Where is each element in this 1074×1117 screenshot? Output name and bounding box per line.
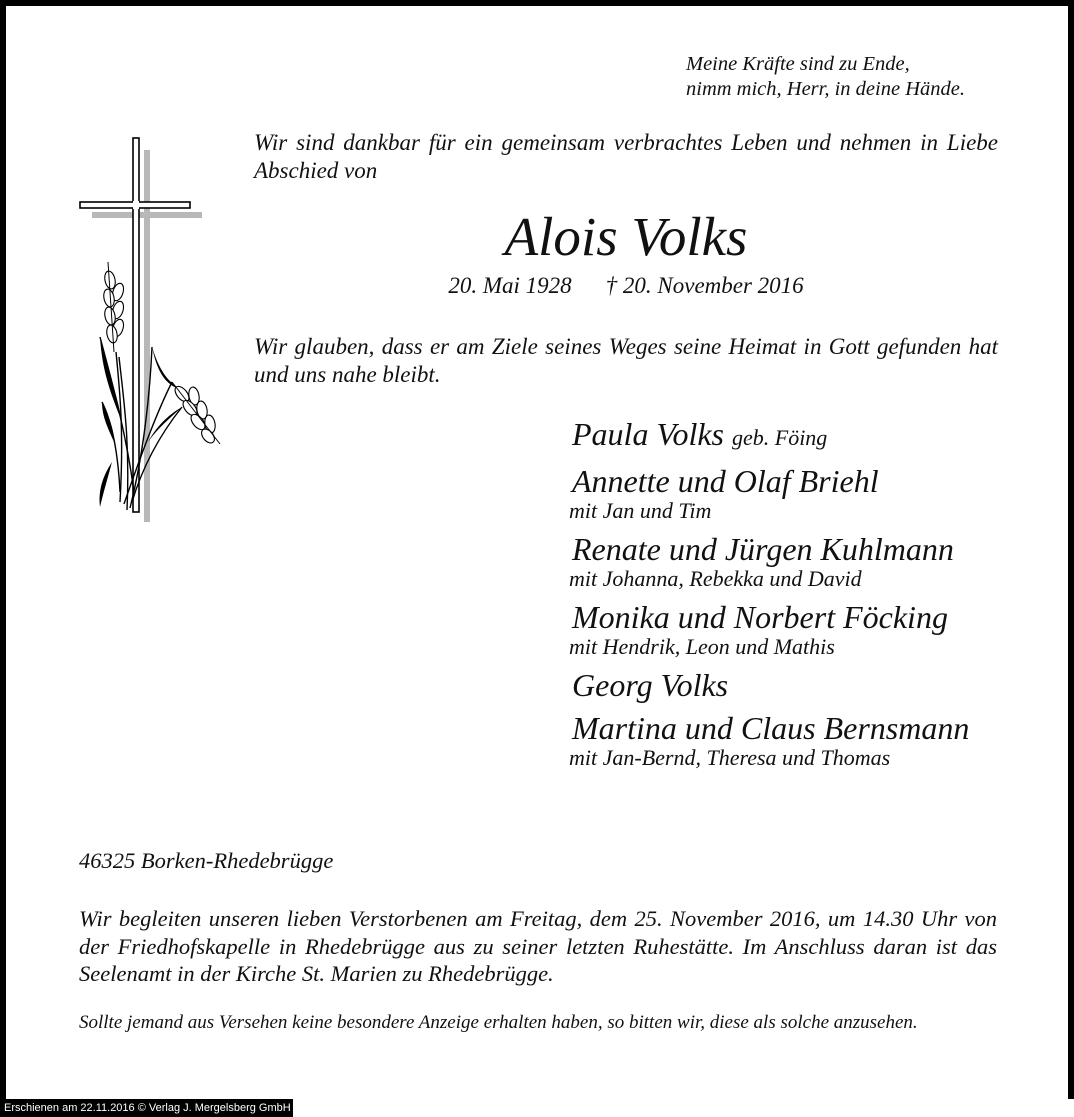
mourner-suffix: geb. Föing	[731, 425, 828, 450]
motto	[686, 52, 965, 101]
mourner-children: mit Jan-Bernd, Theresa und Thomas	[569, 745, 891, 770]
mourner-entry	[569, 463, 1012, 524]
belief-text: Wir glauben, dass er am Ziele seines Weges seine Heimat in Gott gefunden hat und uns nahe bleibt.	[254, 334, 998, 387]
mourner-name: Annette und Olaf Briehl	[572, 463, 879, 499]
publication-footer: Erschienen am 22.11.2016 © Verlag J. Mergelsberg GmbH	[0, 1099, 293, 1117]
motto-line-1: Meine Kräfte sind zu Ende,	[686, 53, 910, 75]
address: 46325 Borken-Rhedebrügge	[79, 848, 334, 873]
cross-with-wheat-icon	[72, 132, 232, 532]
mourner-children: mit Johanna, Rebekka und David	[569, 566, 862, 591]
mourner-entry	[569, 599, 1012, 660]
mourner-name: Monika und Norbert Föcking	[572, 599, 948, 635]
mourner-entry	[572, 416, 1012, 456]
life-dates	[254, 272, 998, 300]
mourners-list	[569, 416, 1012, 778]
closing-note: Sollte jemand aus Versehen keine besondere Anzeige erhalten haben, so bitten wir, diese als solche anzusehen.	[79, 1012, 918, 1033]
mourner-entry	[572, 667, 1012, 703]
birth-date: 20. Mai 1928	[448, 273, 572, 298]
mourner-name: Georg Volks	[572, 667, 729, 703]
death-date: † 20. November 2016	[605, 273, 804, 298]
motto-line-2: nimm mich, Herr, in deine Hände.	[686, 77, 965, 100]
mourner-name: Martina und Claus Bernsmann	[572, 710, 970, 746]
mourner-name: Paula Volks	[572, 416, 724, 452]
deceased-name: Alois Volks	[504, 206, 748, 267]
mourner-children: mit Hendrik, Leon und Mathis	[569, 634, 835, 659]
mourner-children: mit Jan und Tim	[569, 498, 712, 523]
mourner-entry	[569, 710, 1012, 771]
intro-text: Wir sind dankbar für ein gemeinsam verbrachtes Leben und nehmen in Liebe Abschied von	[254, 130, 998, 183]
funeral-notice: Wir begleiten unseren lieben Verstorbenen am Freitag, dem 25. November 2016, um 14.30 Uhr von der Friedhofskapelle in Rhedebrügge aus zu seiner letzten Ruhestätte. Im Anschluss daran ist das Seelenamt in der Kirche St. Marien zu Rhedebrügge.	[79, 906, 997, 986]
mourner-name: Renate und Jürgen Kuhlmann	[572, 531, 954, 567]
mourner-entry	[569, 531, 1012, 592]
